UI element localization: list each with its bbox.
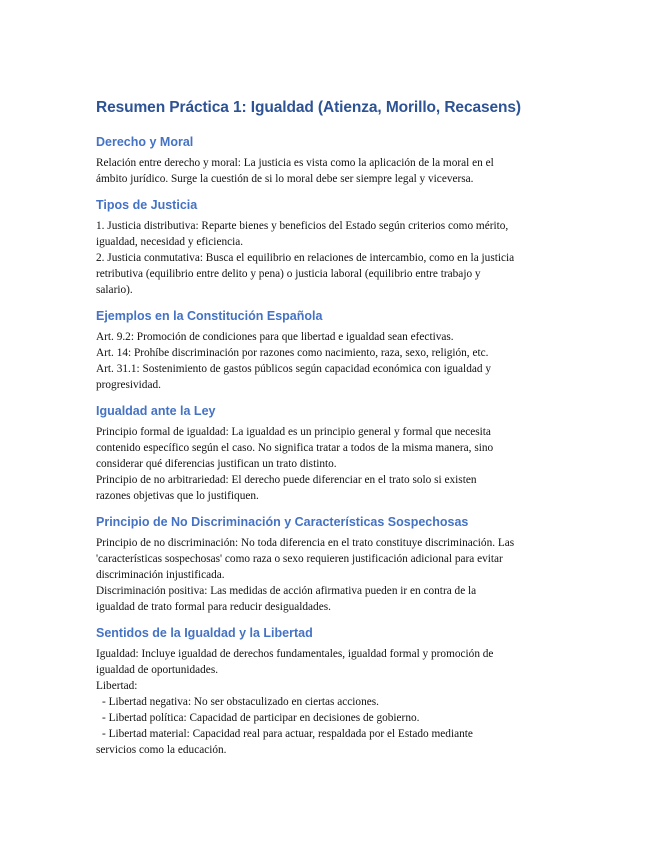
- paragraph-line: servicios como la educación.: [96, 744, 227, 756]
- section-sentidos-igualdad-libertad: [96, 625, 566, 758]
- section-ejemplos-constitucion: [96, 308, 566, 393]
- list-item: - Libertad material: Capacidad real para actuar, respaldada por el Estado mediante: [102, 728, 473, 740]
- section-heading: Tipos de Justicia: [96, 198, 198, 212]
- section-heading: Igualdad ante la Ley: [96, 404, 216, 418]
- paragraph-line: 1. Justicia distributiva: Reparte bienes y beneficios del Estado según criterios como mérito,: [96, 220, 509, 232]
- paragraph-line: progresividad.: [96, 379, 161, 391]
- paragraph-line: contenido específico según el caso. No significa tratar a todos de la misma manera, sino: [96, 442, 494, 454]
- paragraph-line: Art. 31.1: Sostenimiento de gastos públicos según capacidad económica con igualdad y: [96, 363, 491, 375]
- section-derecho-y-moral: [96, 134, 566, 187]
- paragraph-line: ámbito jurídico. Surge la cuestión de si lo moral debe ser siempre legal y viceversa.: [96, 173, 474, 185]
- paragraph-line: Relación entre derecho y moral: La justicia es vista como la aplicación de la moral en el: [96, 157, 494, 169]
- section-heading: Sentidos de la Igualdad y la Libertad: [96, 626, 313, 640]
- paragraph-line: 'características sospechosas' como raza o sexo requieren justificación adicional para evitar: [96, 553, 503, 565]
- paragraph-line: discriminación injustificada.: [96, 569, 225, 581]
- paragraph-line: salario).: [96, 284, 133, 296]
- paragraph-line: considerar qué diferencias justifican un trato distinto.: [96, 458, 337, 470]
- paragraph-line: Principio de no arbitrariedad: El derecho puede diferenciar en el trato solo si existen: [96, 474, 477, 486]
- paragraph-line: Igualdad: Incluye igualdad de derechos fundamentales, igualdad formal y promoción de: [96, 648, 494, 660]
- paragraph-line: razones objetivas que lo justifiquen.: [96, 490, 259, 502]
- paragraph-line: Discriminación positiva: Las medidas de acción afirmativa pueden ir en contra de la: [96, 585, 477, 597]
- paragraph-line: Libertad:: [96, 680, 138, 692]
- list-item: - Libertad política: Capacidad de participar en decisiones de gobierno.: [102, 712, 420, 724]
- section-heading: Derecho y Moral: [96, 135, 194, 149]
- section-igualdad-ante-la-ley: [96, 403, 566, 504]
- paragraph-line: igualdad, necesidad y eficiencia.: [96, 236, 244, 248]
- paragraph-line: igualdad de trato formal para reducir desigualdades.: [96, 601, 331, 613]
- paragraph-line: Art. 9.2: Promoción de condiciones para que libertad e igualdad sean efectivas.: [96, 331, 454, 343]
- section-heading: Ejemplos en la Constitución Española: [96, 309, 323, 323]
- paragraph-line: retributiva (equilibrio entre delito y pena) o justicia laboral (equilibrio entre trabajo y: [96, 268, 481, 280]
- paragraph-line: Principio formal de igualdad: La igualdad es un principio general y formal que necesita: [96, 426, 491, 438]
- paragraph-line: 2. Justicia conmutativa: Busca el equilibrio en relaciones de intercambio, como en la justicia: [96, 252, 515, 264]
- document-page: [96, 98, 566, 768]
- list-item: - Libertad negativa: No ser obstaculizado en ciertas acciones.: [102, 696, 379, 708]
- paragraph-line: igualdad de oportunidades.: [96, 664, 219, 676]
- section-no-discriminacion: [96, 514, 566, 615]
- document-title: Resumen Práctica 1: Igualdad (Atienza, Morillo, Recasens): [96, 99, 521, 116]
- section-heading: Principio de No Discriminación y Características Sospechosas: [96, 515, 469, 529]
- paragraph-line: Principio de no discriminación: No toda diferencia en el trato constituye discriminación. Las: [96, 537, 515, 549]
- paragraph-line: Art. 14: Prohíbe discriminación por razones como nacimiento, raza, sexo, religión, etc.: [96, 347, 489, 359]
- section-tipos-de-justicia: [96, 197, 566, 298]
